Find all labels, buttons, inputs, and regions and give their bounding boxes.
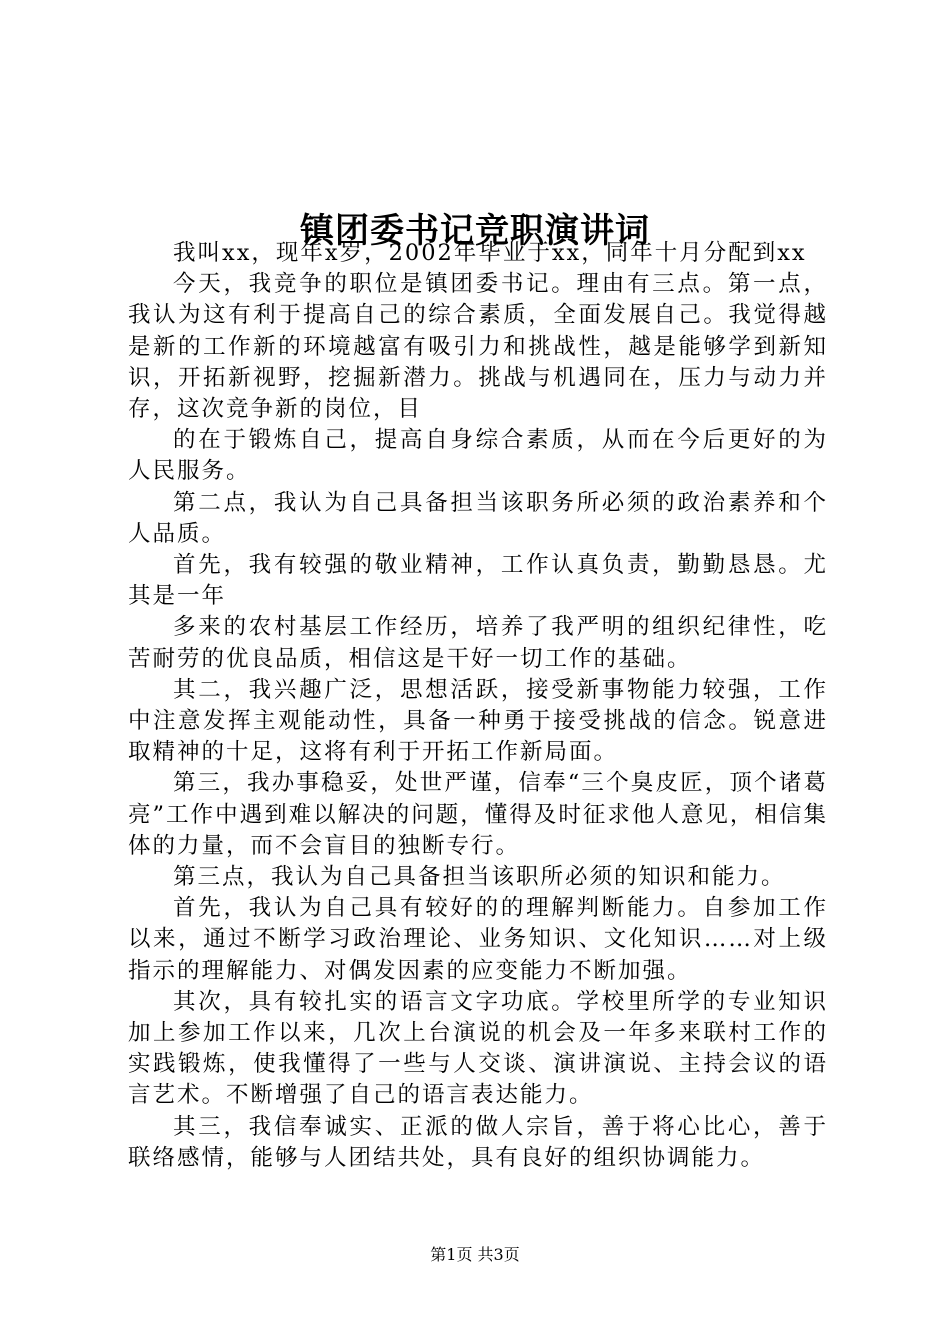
paragraph-3: 的在于锻炼自己，提高自身综合素质，从而在今后更好的为人民服务。 (128, 427, 828, 485)
paragraph-6: 多来的农村基层工作经历，培养了我严明的组织纪律性，吃苦耐劳的优良品质，相信这是干好一切工作的基础。 (128, 614, 828, 672)
paragraph-5: 首先，我有较强的敬业精神，工作认真负责，勤勤恳恳。尤其是一年 (128, 552, 828, 610)
document-title: 镇团委书记竞职演讲词 (300, 210, 650, 251)
paragraph-9: 第三点，我认为自己具备担当该职所必须的知识和能力。 (173, 864, 786, 891)
paragraph-11: 其次，具有较扎实的语言文字功底。学校里所学的专业知识加上参加工作以来，几次上台演说的机会及一年多来联村工作的实践锻炼，使我懂得了一些与人交谈、演讲演说、主持会议的语言艺术。不断增强了自己的语言表达能力。 (128, 988, 828, 1109)
paragraph-7: 其二，我兴趣广泛，思想活跃，接受新事物能力较强，工作中注意发挥主观能动性，具备一种勇于接受挑战的信念。锐意进取精神的十足，这将有利于开拓工作新局面。 (128, 676, 828, 766)
document-body (128, 238, 828, 1174)
paragraph-8: 第三，我办事稳妥，处世严谨，信奉“三个臭皮匠，顶个诸葛亮”工作中遇到难以解决的问题，懂得及时征求他人意见，相信集体的力量，而不会盲目的独断专行。 (128, 770, 828, 859)
paragraph-2: 今天，我竞争的职位是镇团委书记。理由有三点。第一点，我认为这有利于提高自己的综合素质，全面发展自己。我觉得越是新的工作新的环境越富有吸引力和挑战性，越是能够学到新知识，开拓新视野，挖掘新潜力。挑战与机遇同在，压力与动力并存，这次竞争新的岗位，目 (128, 271, 828, 423)
paragraph-1: 我叫xx，现年x岁，2002年毕业于xx，同年十月分配到xx (173, 240, 807, 266)
paragraph-4: 第二点，我认为自己具备担当该职务所必须的政治素养和个人品质。 (128, 489, 828, 547)
page-footer: 第1页 共3页 (430, 1245, 520, 1264)
paragraph-12: 其三，我信奉诚实、正派的做人宗旨，善于将心比心，善于联络感情，能够与人团结共处，具有良好的组织协调能力。 (128, 1113, 828, 1171)
paragraph-10: 首先，我认为自己具有较好的的理解判断能力。自参加工作以来，通过不断学习政治理论、业务知识、文化知识……对上级指示的理解能力、对偶发因素的应变能力不断加强。 (128, 895, 828, 984)
